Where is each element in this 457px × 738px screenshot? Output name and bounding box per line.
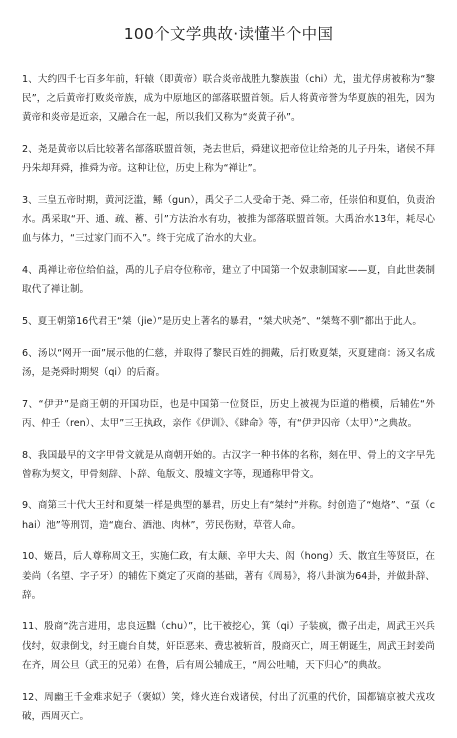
- list-item: 7、“伊尹”是商王朝的开国功臣，也是中国第一位贤臣，历史上被视为臣道的楷模，后辅佐“外丙、仲壬（ren）、太甲”三王执政，亲作《伊训》、《肆命》等，有“伊尹囚帝（太甲）”之典故。: [22, 398, 435, 429]
- list-item: 5、夏王朝第16代君王“桀（jie）”是历史上著名的暴君，“桀犬吠尧”、“桀骜不驯”都出于此人。: [22, 316, 422, 328]
- paragraph-list: [22, 70, 435, 738]
- list-item: 2、尧是黄帝以后比较著名部落联盟首领，尧去世后，舜建议把帝位让给尧的儿子丹朱，诸侯不拜丹朱却拜舜，推舜为帝。这种让位，历史上称为“禅让”。: [22, 144, 435, 175]
- list-item: 11、殷商“洗言进用，忠良远黜（chu）”，比干被挖心，箕（qi）子装疯，微子出走，周武王兴兵伐纣，奴隶倒戈，纣王鹿台自焚，奸臣恶来、费忠被斩首，殷商灭亡，周王朝诞生，周武王封姜尚在齐，周公旦（武王的兄弟）在鲁，后有周公辅成王，“周公吐哺，天下归心”的典故。: [22, 621, 435, 671]
- list-item: 4、禹禅让帝位给伯益，禹的儿子启夺位称帝，建立了中国第一个奴隶制国家——夏，自此世袭制取代了禅让制。: [22, 265, 435, 296]
- list-item: 9、商第三十代大王纣和夏桀一样是典型的暴君，历史上有“桀纣”并称。纣创造了“炮烙”、“虿（chai）池”等刑罚，造“鹿台、酒池、肉林”，劳民伤财，草菅人命。: [22, 500, 435, 531]
- list-item: 8、我国最早的文字甲骨文就是从商朝开始的。古汉字一种书体的名称，刻在甲、骨上的文字早先曾称为契文，甲骨刻辞、卜辞、龟版文、殷墟文字等，现通称甲骨文。: [22, 449, 435, 480]
- list-item: 10、姬昌，后人尊称周文王，实施仁政，有太颠、辛甲大夫、闳（hong）夭、散宜生等贤臣，在姜尚（名望、字子牙）的辅佐下奠定了灭商的基础，著有《周易》，将八卦演为64卦，并做卦辞、辞。: [22, 551, 435, 601]
- list-item: 1、大约四千七百多年前，轩辕（即黄帝）联合炎帝战胜九黎族蚩（chi）尤，蚩尤俘虏被称为“黎民”，之后黄帝打败炎帝族，成为中原地区的部落联盟首领。后人将黄帝誉为华夏族的祖先，因为黄帝和炎帝是近亲，又融合在一起，所以我们又称为“炎黄子孙”。: [22, 74, 435, 124]
- list-item: 12、周幽王千金难求妃子（褒姒）笑，烽火连台戏诸侯，付出了沉重的代价，国都镐京被犬戎攻破，西周灭亡。: [22, 691, 435, 722]
- list-item: 3、三皇五帝时期，黄河泛滥，鲧（gun），禹父子二人受命于尧、舜二帝，任崇伯和夏伯，负责治水。禹采取“开、通、疏、蓄、引”方法治水有功，被推为部落联盟首领。大禹治水13年，耗尽心血与体力，“三过家门而不入”。终于完成了治水的大业。: [22, 195, 435, 245]
- list-item: 6、汤以“网开一面”展示他的仁慈，并取得了黎民百姓的拥戴，后打败夏桀，灭夏建商：汤又名成汤，是尧舜时期契（qi）的后裔。: [22, 347, 435, 378]
- document-title: 100个文学典故·读懂半个中国: [123, 25, 334, 43]
